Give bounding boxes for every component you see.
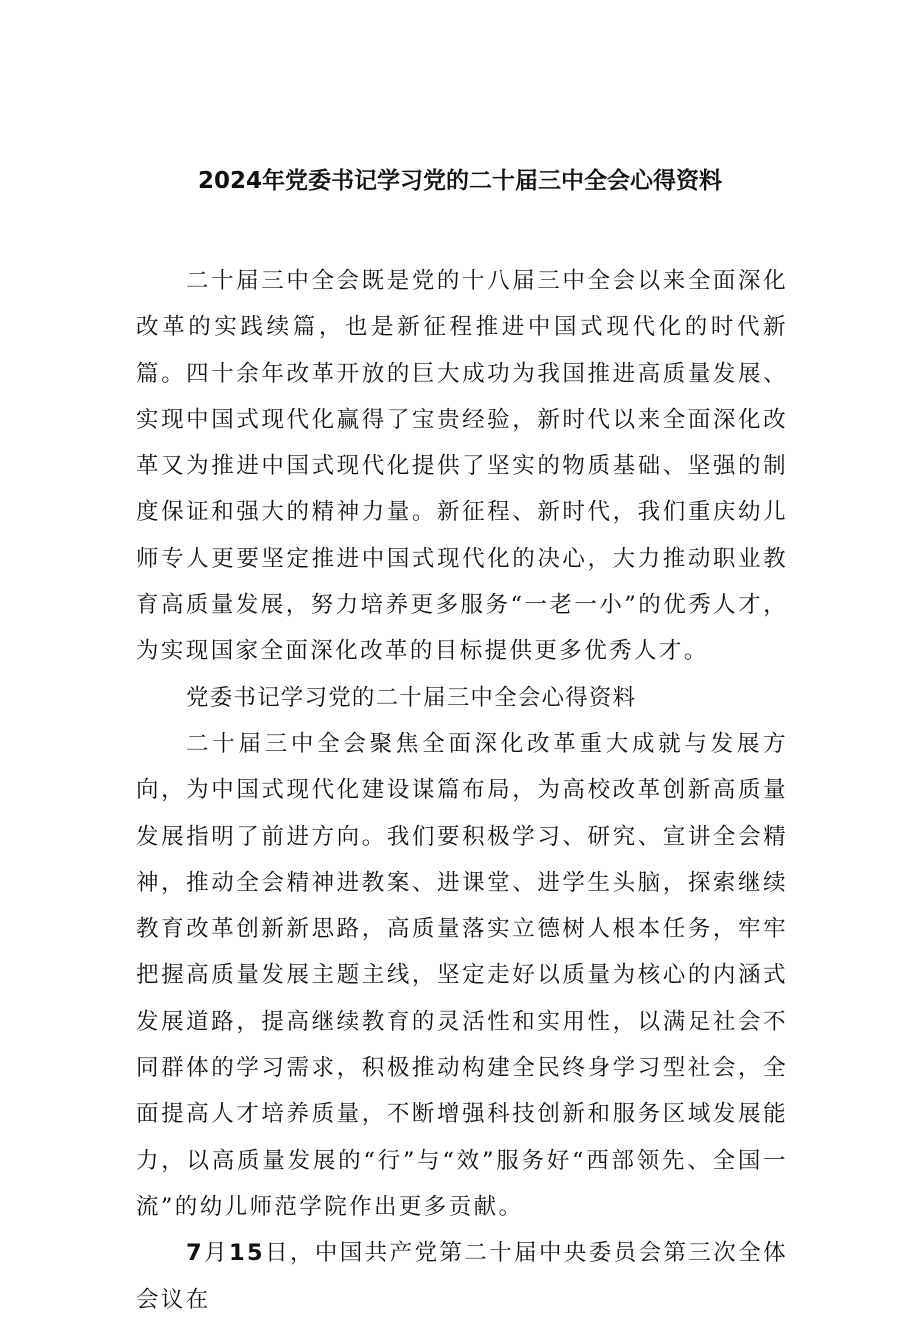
date-month: 7 xyxy=(186,1240,205,1267)
paragraph-1: 二十届三中全会既是党的十八届三中全会以来全面深化改革的实践续篇，也是新征程推进中国式现代化的时代新篇。四十余年改革开放的巨大成功为我国推进高质量发展、实现中国式现代化赢得了宝贵经验，新时代以来全面深化改革又为推进中国式现代化提供了坚实的物质基础、坚强的制度保证和强大的精神力量。新征程、新时代，我们重庆幼儿师专人更要坚定推进中国式现代化的决心，大力推动职业教育高质量发展，努力培养更多服务“一老一小”的优秀人才，为实现国家全面深化改革的目标提供更多优秀人才。 xyxy=(136,268,788,665)
document-title: 2024年党委书记学习党的二十届三中全会心得资料 xyxy=(197,168,722,194)
paragraph-3-text: ，中国共产党第二十届中央委员会第三次全体会议在 xyxy=(136,1240,789,1313)
document-body xyxy=(136,258,788,1323)
date-day-unit: 日 xyxy=(265,1240,290,1267)
paragraph-2: 二十届三中全会聚焦全面深化改革重大成就与发展方向，为中国式现代化建设谋篇布局，为高校改革创新高质量发展指明了前进方向。我们要积极学习、研究、宣讲全会精神，推动全会精神进教案、进课堂、进学生头脑，探索继续教育改革创新新思路，高质量落实立德树人根本任务，牢牢把握高质量发展主题主线，坚定走好以质量为核心的内涵式发展道路，提高继续教育的灵活性和实用性，以满足社会不同群体的学习需求，积极推动构建全民终身学习型社会，全面提高人才培养质量，不断增强科技创新和服务区域发展能力，以高质量发展的“行”与“效”服务好“西部领先、全国一流”的幼儿师范学院作出更多贡献。 xyxy=(136,730,788,1220)
date-month-unit: 月 xyxy=(204,1240,229,1267)
paragraph-3 xyxy=(136,1230,788,1323)
section-subheading: 党委书记学习党的二十届三中全会心得资料 xyxy=(186,684,637,711)
date-day: 15 xyxy=(228,1240,266,1267)
